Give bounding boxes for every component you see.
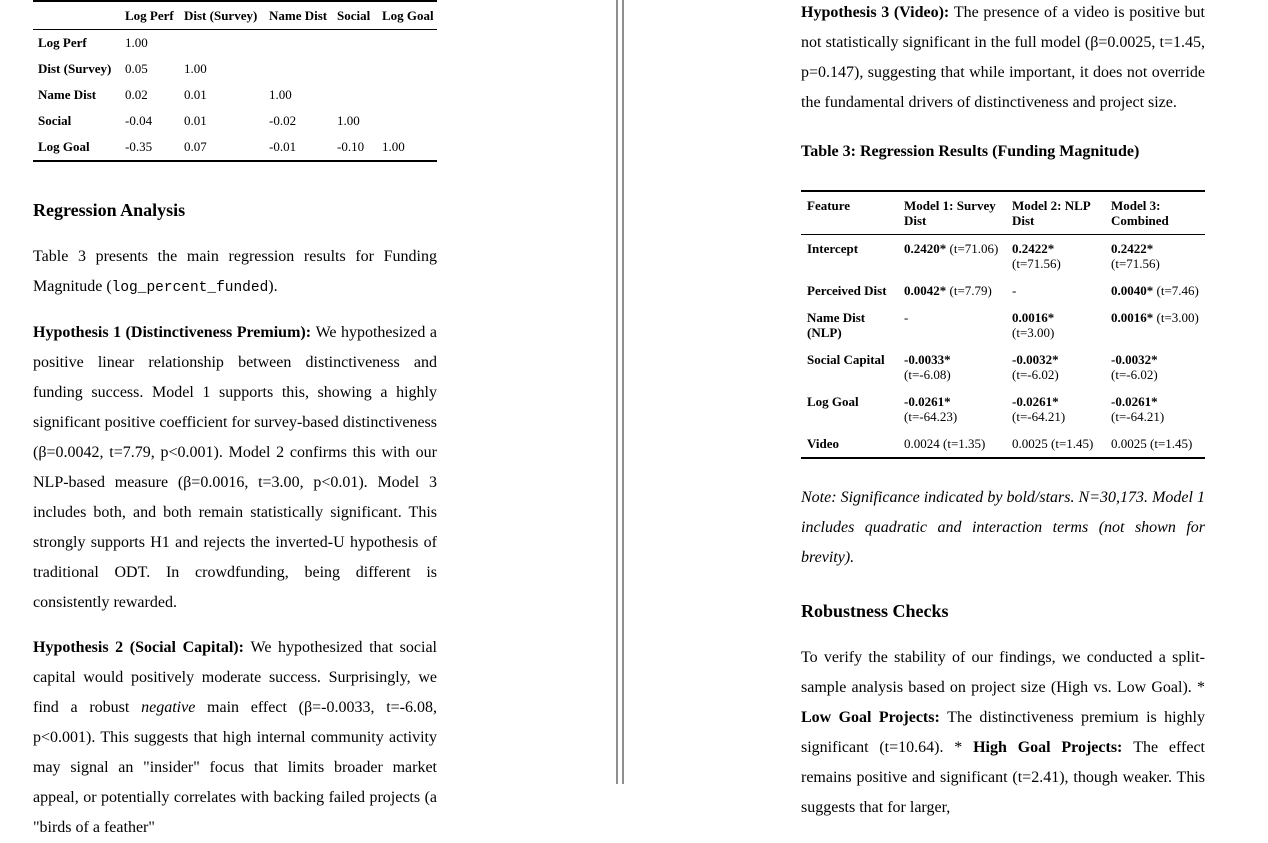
table-cell: -0.35 (125, 139, 153, 154)
section-heading-robustness-checks: Robustness Checks (801, 601, 949, 621)
text-segment: We hypothesized that social capital would positively moderate success. Surprisingly, we find a robust (33, 639, 437, 716)
t-statistic: (t=-6.02) (1111, 367, 1158, 382)
table-3-caption: Table 3: Regression Results (Funding Magnitude) (801, 143, 1140, 160)
table-cell (1006, 388, 1105, 430)
table-row (801, 430, 1205, 458)
regression-table (801, 190, 1205, 459)
coefficient-value: -0.0261* (1111, 394, 1158, 409)
table-cell (1105, 277, 1205, 304)
table-cell (335, 30, 380, 57)
table-cell (267, 56, 335, 82)
paragraph-intro (33, 242, 437, 303)
row-label: Log Perf (38, 35, 87, 50)
table-header-cell: Log Goal (382, 7, 434, 23)
row-label: Log Goal (38, 139, 90, 154)
text-segment: Low Goal Projects: (801, 709, 948, 726)
table-header-cell: Model 3: Combined (1111, 198, 1169, 228)
table-cell (1105, 430, 1205, 458)
table-cell (1105, 235, 1205, 278)
text-segment: We hypothesized a positive linear relationship between distinctiveness and funding success. Model 1 supports this, showing a highly significant positive coefficient for survey-based distinctiveness (β=0.0042, t=7.79, p<0.001). Model 2 confirms this with our NLP-based measure (β=0.0016, t=3.00, p<0.01). Model 3 includes both, and both remain statistically significant. This strongly supports H1 and rejects the inverted-U hypothesis of traditional ODT. In crowdfunding, being different is consistently rewarded. (33, 324, 437, 611)
table-header-cell: Log Perf (125, 7, 174, 23)
table-cell (380, 56, 437, 82)
coefficient-value: 0.0040* (1111, 283, 1154, 298)
table-row (33, 82, 437, 108)
text-segment: The effect remains positive and significant (t=2.41), though weaker. This suggests that for larger, (801, 739, 1206, 816)
table-row (33, 56, 437, 82)
table-header-row (801, 191, 1205, 235)
t-statistic: - (1012, 283, 1017, 298)
text-segment: main effect (β=-0.0033, t=-6.08, p<0.001). This suggests that high internal community activity may signal an "insider" focus that limits broader market appeal, or potentially correlates with backing failed projects (a "birds of a feather" (33, 699, 438, 836)
paragraph-robustness (801, 643, 1205, 823)
t-statistic: (t=71.56) (1012, 256, 1061, 271)
table-row (801, 346, 1205, 388)
page-gap (618, 0, 622, 784)
coefficient-value: -0.0033* (904, 352, 951, 367)
text-segment: To verify the stability of our findings, we conducted a split-sample analysis based on project size (High vs. Low Goal). * (801, 649, 1205, 696)
t-statistic: 0.0024 (t=1.35) (904, 436, 986, 451)
table-cell (380, 108, 437, 134)
row-label: Social (38, 113, 72, 128)
text-column-right (801, 0, 1205, 823)
table-cell: -0.01 (269, 139, 297, 154)
t-statistic: (t=-64.21) (1012, 409, 1066, 424)
table-cell (1006, 304, 1105, 346)
row-label: Social Capital (807, 352, 885, 367)
table-header-cell: Model 2: NLP Dist (1012, 198, 1090, 228)
t-statistic: (t=3.00) (1153, 310, 1199, 325)
coefficient-value: 0.0042* (904, 283, 947, 298)
table-cell (1006, 430, 1105, 458)
table-cell (898, 346, 1006, 388)
table-cell: 0.07 (184, 139, 207, 154)
table-header-cell: Name Dist (269, 7, 328, 23)
row-label: Perceived Dist (807, 283, 887, 298)
paragraph-hypothesis-1 (33, 318, 437, 618)
table-header-cell: Model 1: Survey Dist (904, 198, 996, 228)
coefficient-value: 0.2422* (1111, 241, 1154, 256)
table-cell: 1.00 (337, 113, 360, 128)
t-statistic: - (904, 310, 909, 325)
t-statistic: (t=3.00) (1012, 325, 1055, 340)
table-cell: 0.02 (125, 87, 148, 102)
t-statistic: 0.0025 (t=1.45) (1111, 436, 1193, 451)
text-segment: Hypothesis 3 (Video): (801, 4, 954, 21)
text-segment: Table 3 presents the main regression results for Funding Magnitude ( (33, 248, 437, 295)
coefficient-value: 0.0016* (1012, 310, 1055, 325)
coefficient-value: -0.0261* (1012, 394, 1059, 409)
table-cell (1006, 277, 1105, 304)
table-cell: 0.01 (184, 113, 207, 128)
t-statistic: (t=71.56) (1111, 256, 1160, 271)
section-heading-regression-analysis: Regression Analysis (33, 200, 186, 220)
row-label: Log Goal (807, 394, 859, 409)
table-cell: 1.00 (382, 139, 405, 154)
table-cell (267, 30, 335, 57)
table-header-row (33, 1, 437, 30)
coefficient-value: -0.0261* (904, 394, 951, 409)
table-header-cell: Feature (807, 198, 851, 213)
document-page-left (0, 0, 618, 836)
coefficient-value: -0.0032* (1012, 352, 1059, 367)
t-statistic: (t=-64.21) (1111, 409, 1165, 424)
table-cell: 0.05 (125, 61, 148, 76)
table-cell (380, 82, 437, 108)
table-cell: 1.00 (184, 61, 207, 76)
coefficient-value: -0.0032* (1111, 352, 1158, 367)
table-cell: -0.04 (125, 113, 153, 128)
table-note: Note: Significance indicated by bold/stars. N=30,173. Model 1 includes quadratic and interaction terms (not shown for brevity). (801, 489, 1205, 566)
table-cell (898, 235, 1006, 278)
table-cell (898, 430, 1006, 458)
text-segment: negative (141, 699, 196, 716)
table-row (801, 277, 1205, 304)
coefficient-value: 0.2422* (1012, 241, 1055, 256)
correlation-table (33, 0, 437, 162)
text-segment: log_percent_funded (111, 280, 269, 296)
table-cell: 1.00 (125, 35, 148, 50)
text-segment: The presence of a video is positive but not statistically significant in the full model (β=0.0025, t=1.45, p=0.147), suggesting that while important, it does not override the fundamental drivers of distinctiveness and project size. (801, 4, 1206, 111)
table-cell: -0.10 (337, 139, 365, 154)
row-label: Intercept (807, 241, 859, 256)
text-segment: High Goal Projects: (973, 739, 1134, 756)
table-cell (898, 388, 1006, 430)
coefficient-value: 0.2420* (904, 241, 947, 256)
row-label: Dist (Survey) (38, 61, 112, 76)
table-cell (335, 82, 380, 108)
t-statistic: 0.0025 (t=1.45) (1012, 436, 1094, 451)
table-cell (1105, 346, 1205, 388)
text-segment: The distinctiveness premium is highly significant (t=10.64). * (801, 709, 1205, 756)
table-header-cell (33, 1, 123, 30)
t-statistic: (t=71.06) (946, 241, 999, 256)
table-cell: 0.01 (184, 87, 207, 102)
table-cell (1105, 304, 1205, 346)
document-page-right (622, 0, 1268, 816)
paragraph-hypothesis-2 (33, 633, 437, 843)
table-cell (1006, 235, 1105, 278)
paragraph-hypothesis-3 (801, 0, 1205, 118)
text-segment: Hypothesis 2 (Social Capital): (33, 639, 251, 656)
row-label: Video (807, 436, 840, 451)
table-row (33, 108, 437, 134)
t-statistic: (t=-6.02) (1012, 367, 1059, 382)
table-cell (898, 277, 1006, 304)
table-cell (380, 30, 437, 57)
t-statistic: (t=-6.08) (904, 367, 951, 382)
text-segment: Hypothesis 1 (Distinctiveness Premium): (33, 324, 316, 341)
text-segment: ). (268, 278, 278, 295)
t-statistic: (t=7.46) (1153, 283, 1199, 298)
coefficient-value: 0.0016* (1111, 310, 1154, 325)
row-label: Name Dist (38, 87, 97, 102)
table-row (801, 388, 1205, 430)
t-statistic: (t=7.79) (946, 283, 992, 298)
table-row (801, 235, 1205, 278)
table-cell (1105, 388, 1205, 430)
table-row (33, 30, 437, 57)
table-cell (898, 304, 1006, 346)
table-row (33, 134, 437, 161)
t-statistic: (t=-64.23) (904, 409, 958, 424)
table-cell (1006, 346, 1105, 388)
table-cell (182, 30, 267, 57)
row-label: Name Dist (NLP) (807, 310, 866, 340)
table-cell: -0.02 (269, 113, 297, 128)
table-cell (335, 56, 380, 82)
text-column-left (33, 0, 437, 843)
table-row (801, 304, 1205, 346)
table-header-cell: Dist (Survey) (184, 7, 258, 23)
table-header-cell: Social (337, 7, 371, 23)
table-cell: 1.00 (269, 87, 292, 102)
